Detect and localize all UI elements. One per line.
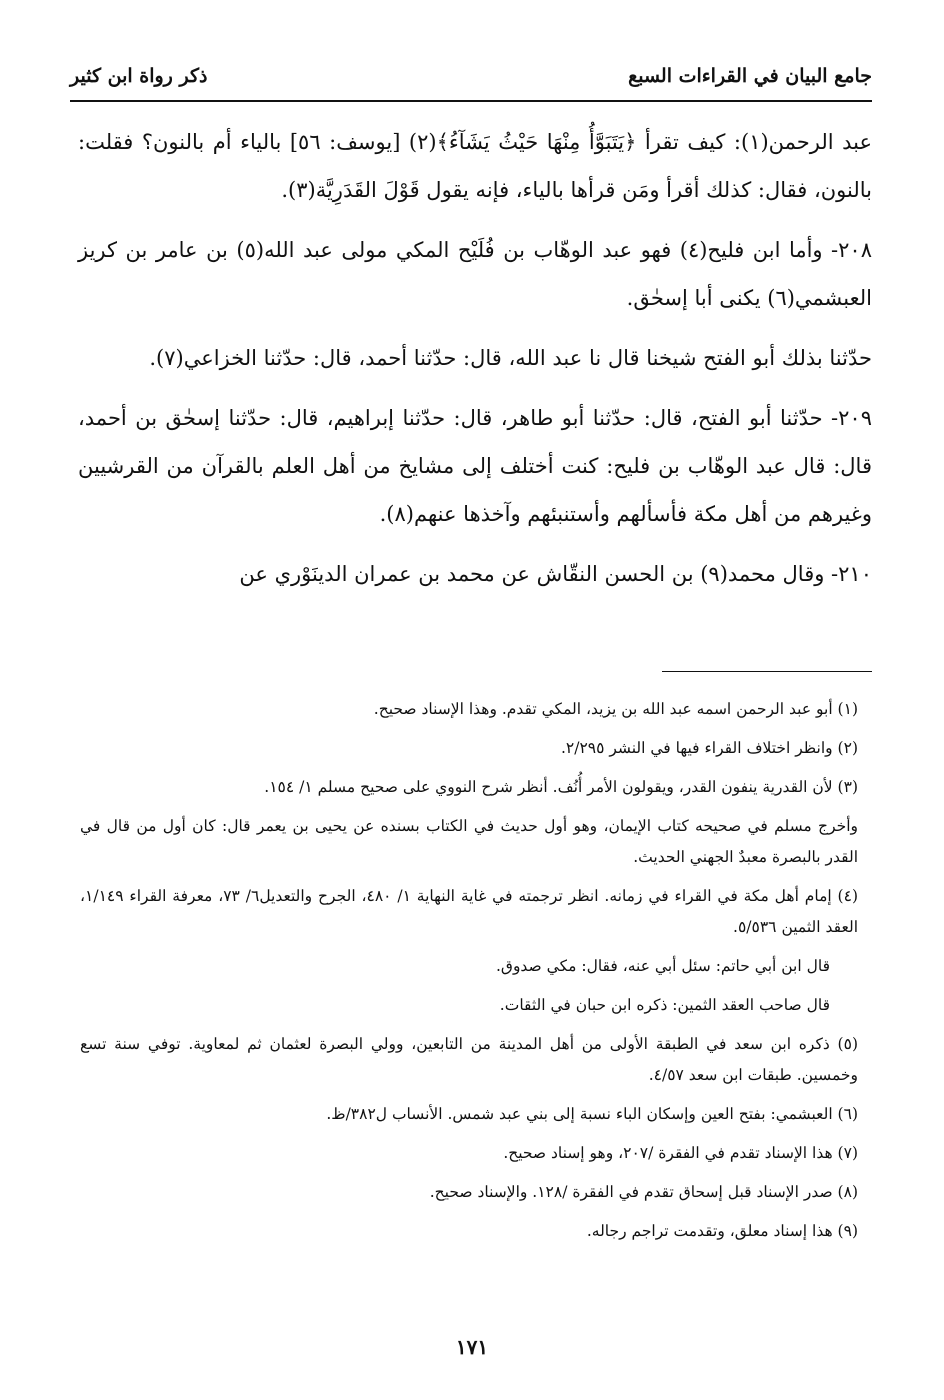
paragraph-208: ٢٠٨- وأما ابن فليح(٤) فهو عبد الوهّاب بن فُلَيْح المكي مولى عبد الله(٥) بن عامر بن كريز العبشمي(٦) يكنى أبا إسحٰق. <box>78 238 872 310</box>
footnote-7: (٧) هذا الإسناد تقدم في الفقرة /٢٠٧، وهو إسناد صحيح. <box>503 1144 858 1162</box>
footnote-2: (٢) وانظر اختلاف القراء فيها في النشر ٢/٢٩٥. <box>560 739 858 757</box>
footnote-1: (١) أبو عبد الرحمن اسمه عبد الله بن يزيد، المكي تقدم. وهذا الإسناد صحيح. <box>373 700 858 718</box>
footnotes <box>80 694 858 1255</box>
footnote-rule <box>662 671 872 672</box>
footnote-5: (٥) ذكره ابن سعد في الطبقة الأولى من أهل المدينة من التابعين، وولي البصرة لعثمان ثم لمعاوية. توفي سنة تسع وخمسين. طبقات ابن سعد ٤/٥٧. <box>80 1035 858 1084</box>
paragraph: عبد الرحمن(١): كيف تقرأ ﴿يَتَبَوَّأُ مِنْهَا حَيْثُ يَشَآءُ﴾(٢) [يوسف: ٥٦] بالياء أم بالنون؟ فقلت: بالنون، فقال: كذلك أقرأ ومَن قرأها بالياء، فإنه يقول قَوْلَ القَدَرِيَّة(٣). <box>78 130 873 202</box>
footnote-3: (٣) لأن القدرية ينفون القدر، ويقولون الأمر أُنُف. أنظر شرح النووي على صحيح مسلم ١/ ١٥٤. <box>264 778 858 796</box>
footnote-9: (٩) هذا إسناد معلق، وتقدمت تراجم رجاله. <box>586 1222 858 1240</box>
footnote-8: (٨) صدر الإسناد قبل إسحاق تقدم في الفقرة /١٢٨. والإسناد صحيح. <box>429 1183 858 1201</box>
footnote-4-note-b: قال صاحب العقد الثمين: ذكره ابن حبان في الثقات. <box>499 996 830 1014</box>
header-rule <box>70 100 872 102</box>
footnote-4: (٤) إمام أهل مكة في القراء في زمانه. انظر ترجمته في غاية النهاية ١/ ٤٨٠، الجرح والتعديل٦/ ٧٣، معرفة القراء ١/١٤٩، العقد الثمين ٥/٥٣٦. <box>80 887 858 936</box>
main-text <box>78 118 872 610</box>
running-head <box>70 56 872 96</box>
paragraph-210: ٢١٠- وقال محمد(٩) بن الحسن النقّاش عن محمد بن عمران الدينَوْري عن <box>239 562 872 586</box>
footnote-3-continuation: وأخرج مسلم في صحيحه كتاب الإيمان، وهو أول حديث في الكتاب بسنده عن يحيى بن يعمر قال: كان أول من قال في القدر بالبصرة معبدٌ الجهني الحديث. <box>80 817 858 866</box>
page-number: ١٧١ <box>455 1335 489 1359</box>
section-title: ذكر رواة ابن كثير <box>70 65 208 87</box>
footnote-4-note-a: قال ابن أبي حاتم: سئل أبي عنه، فقال: مكي صدوق. <box>495 957 830 975</box>
footnote-6: (٦) العبشمي: بفتح العين وإسكان الباء نسبة إلى بني عبد شمس. الأنساب ل٣٨٢/ظ. <box>326 1105 858 1123</box>
paragraph-209: ٢٠٩- حدّثنا أبو الفتح، قال: حدّثنا أبو طاهر، قال: حدّثنا إبراهيم، قال: حدّثنا إسحٰق بن أحمد، قال: قال عبد الوهّاب بن فليح: كنت أختلف إلى مشايخ من أهل العلم بالقرآن من القرشيين وغيرهم من أهل مكة فأسألهم وأستنبئهم وآخذها عنهم(٨). <box>78 406 872 526</box>
book-title: جامع البيان في القراءات السبع <box>628 65 872 87</box>
paragraph: حدّثنا بذلك أبو الفتح شيخنا قال نا عبد الله، قال: حدّثنا أحمد، قال: حدّثنا الخزاعي(٧). <box>149 346 872 370</box>
